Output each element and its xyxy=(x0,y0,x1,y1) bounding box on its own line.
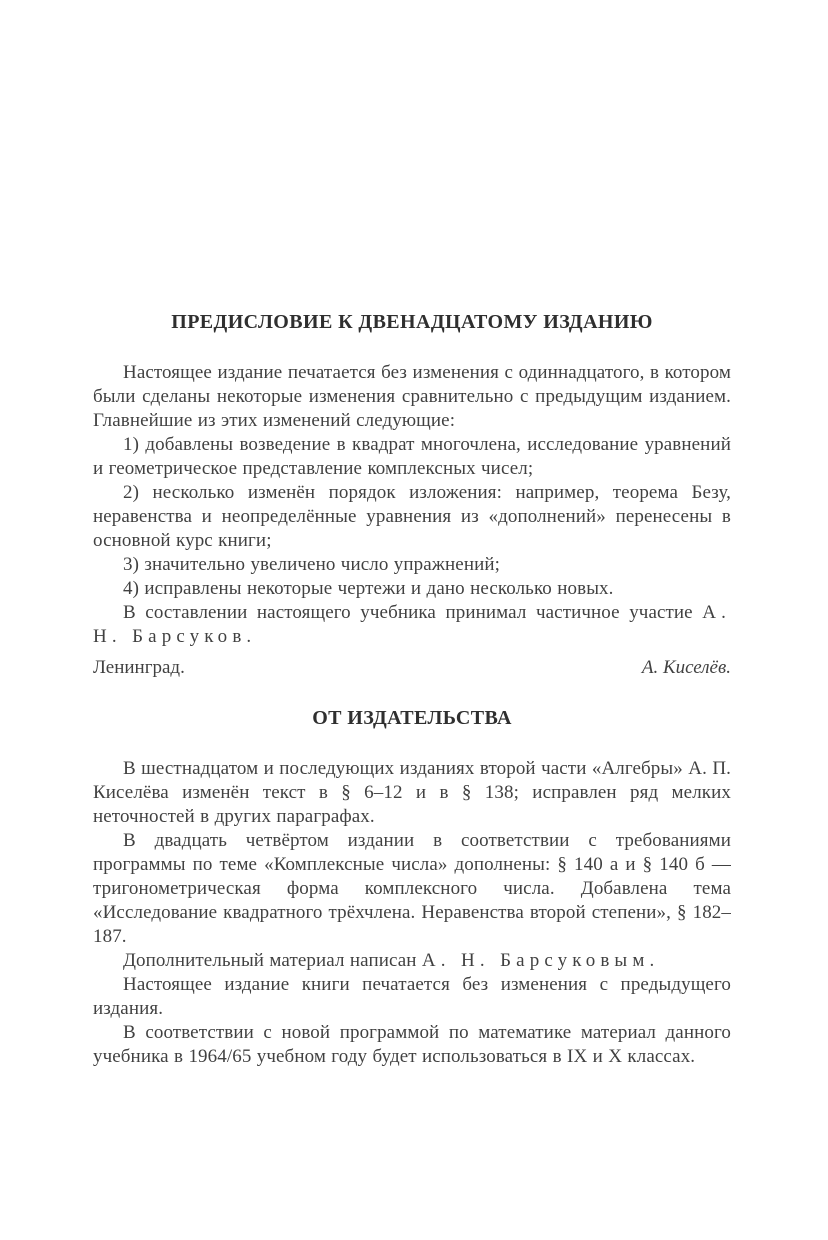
preface-closing-paragraph xyxy=(93,601,731,649)
publisher-paragraph-1: В шестнадцатом и последующих изданиях второй части «Алгебры» А. П. Киселёва изменён текст в § 6–12 и в § 138; исправлен ряд мелких неточностей в других параграфах. xyxy=(93,758,731,827)
signature-author: А. Киселёв. xyxy=(641,657,731,678)
publisher-paragraph-3-text: Дополнительный материал написан xyxy=(123,950,422,971)
publisher-paragraph-4: Настоящее издание книги печатается без изменения с предыдущего издания. xyxy=(93,974,731,1019)
signature-place: Ленинград. xyxy=(93,657,185,678)
publisher-paragraph-5: В соответствии с новой программой по математике материал данного учебника в 1964/65 учебном году будет использоваться в IX и X классах. xyxy=(93,1022,731,1067)
preface-closing-text: В составлении настоящего учебника принимал частичное участие xyxy=(123,602,703,623)
publisher-contributor-name: А. Н. Барсуковым. xyxy=(421,950,660,971)
preface-list-item-1: 1) добавлены возведение в квадрат многочлена, исследование уравнений и геометрическое представление комплексных чисел; xyxy=(93,434,731,479)
preface-contributor-name: А. Н. Барсуков. xyxy=(93,602,731,647)
signature-row xyxy=(93,656,731,680)
preface-list-item-3: 3) значительно увеличено число упражнений; xyxy=(123,554,500,575)
publisher-note-title: ОТ ИЗДАТЕЛЬСТВА xyxy=(312,707,512,729)
text-column xyxy=(93,310,731,1069)
preface-intro-paragraph: Настоящее издание печатается без изменения с одиннадцатого, в котором были сделаны некоторые изменения сравнительно с предыдущим изданием. Главнейшие из этих изменений следующие: xyxy=(93,362,731,431)
preface-list-item-4: 4) исправлены некоторые чертежи и дано несколько новых. xyxy=(123,578,614,599)
publisher-paragraph-3 xyxy=(93,949,731,973)
preface-list-item-2: 2) несколько изменён порядок изложения: например, теорема Безу, неравенства и неопределённые уравнения из «дополнений» перенесены в основной курс книги; xyxy=(93,482,731,551)
preface-title: ПРЕДИСЛОВИЕ К ДВЕНАДЦАТОМУ ИЗДАНИЮ xyxy=(171,311,653,333)
publisher-paragraph-2: В двадцать четвёртом издании в соответствии с требованиями программы по теме «Комплексные числа» дополнены: § 140 а и § 140 б — тригонометрическая форма комплексного числа. Добавлена тема «Исследование квадратного трёхчлена. Неравенства второй степени», § 182–187. xyxy=(93,830,731,947)
